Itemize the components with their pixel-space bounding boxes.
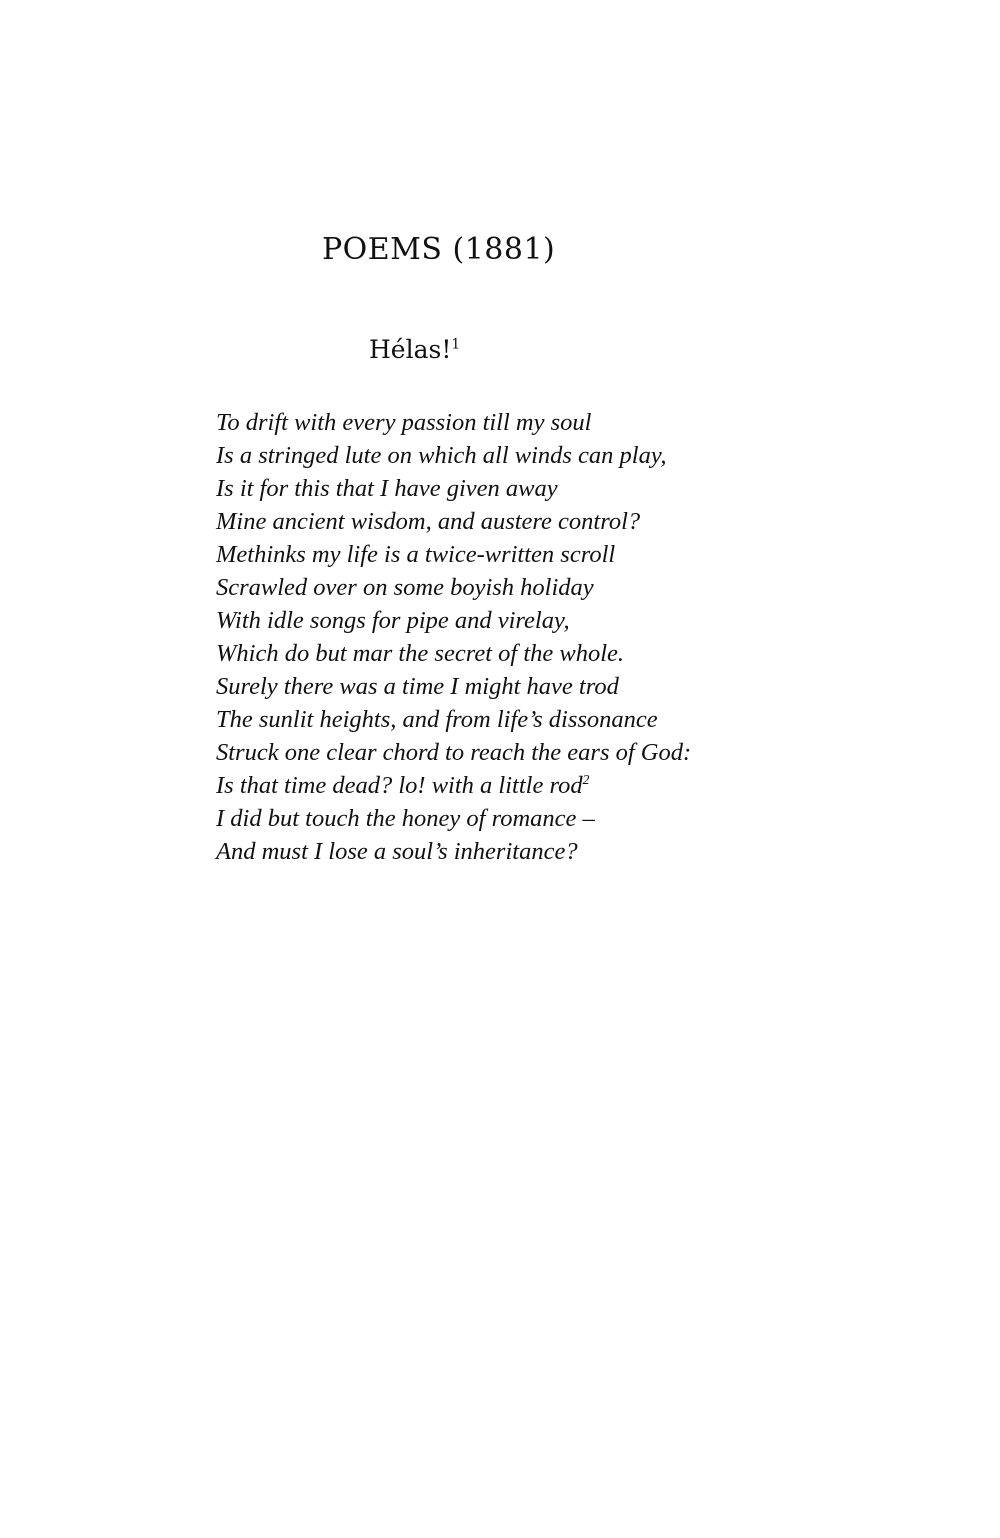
poem-line [216,406,691,439]
poem-title [369,335,460,364]
poem-line [216,835,691,868]
poem-line-text: Surely there was a time I might have trod [216,673,619,700]
poem-line [216,505,691,538]
poem-line-text: With idle songs for pipe and virelay, [216,607,570,634]
poem-line-text: Is that time dead? lo! with a little rod [216,772,583,799]
poem-line [216,604,691,637]
footnote-marker: 1 [451,336,461,353]
section-title: POEMS (1881) [322,232,556,267]
poem-line-text: Is a stringed lute on which all winds can play, [216,442,667,469]
poem-line [216,802,691,835]
poem-line-text: I did but touch the honey of romance – [216,805,595,832]
poem-line-text: The sunlit heights, and from life’s dissonance [216,706,658,733]
poem-line-text: Is it for this that I have given away [216,475,558,502]
poem-line [216,439,691,472]
poem-line [216,703,691,736]
poem-line [216,538,691,571]
poem-line [216,637,691,670]
footnote-marker: 2 [582,771,590,787]
poem-line-text: Struck one clear chord to reach the ears of God: [216,739,692,766]
poem-line [216,472,691,505]
poem-title-text: Hélas! [369,335,452,364]
poem-line [216,769,691,802]
poem-line-text: Which do but mar the secret of the whole. [216,640,625,667]
poem-line [216,571,691,604]
poem-line-text: To drift with every passion till my soul [216,409,592,436]
poem-line-text: Mine ancient wisdom, and austere control? [216,508,641,535]
poem-line-text: Scrawled over on some boyish holiday [216,574,594,601]
poem-line-text: And must I lose a soul’s inheritance? [216,838,578,865]
poem-line [216,670,691,703]
poem-body [216,406,691,868]
poem-line [216,736,691,769]
poem-line-text: Methinks my life is a twice-written scroll [216,541,616,568]
